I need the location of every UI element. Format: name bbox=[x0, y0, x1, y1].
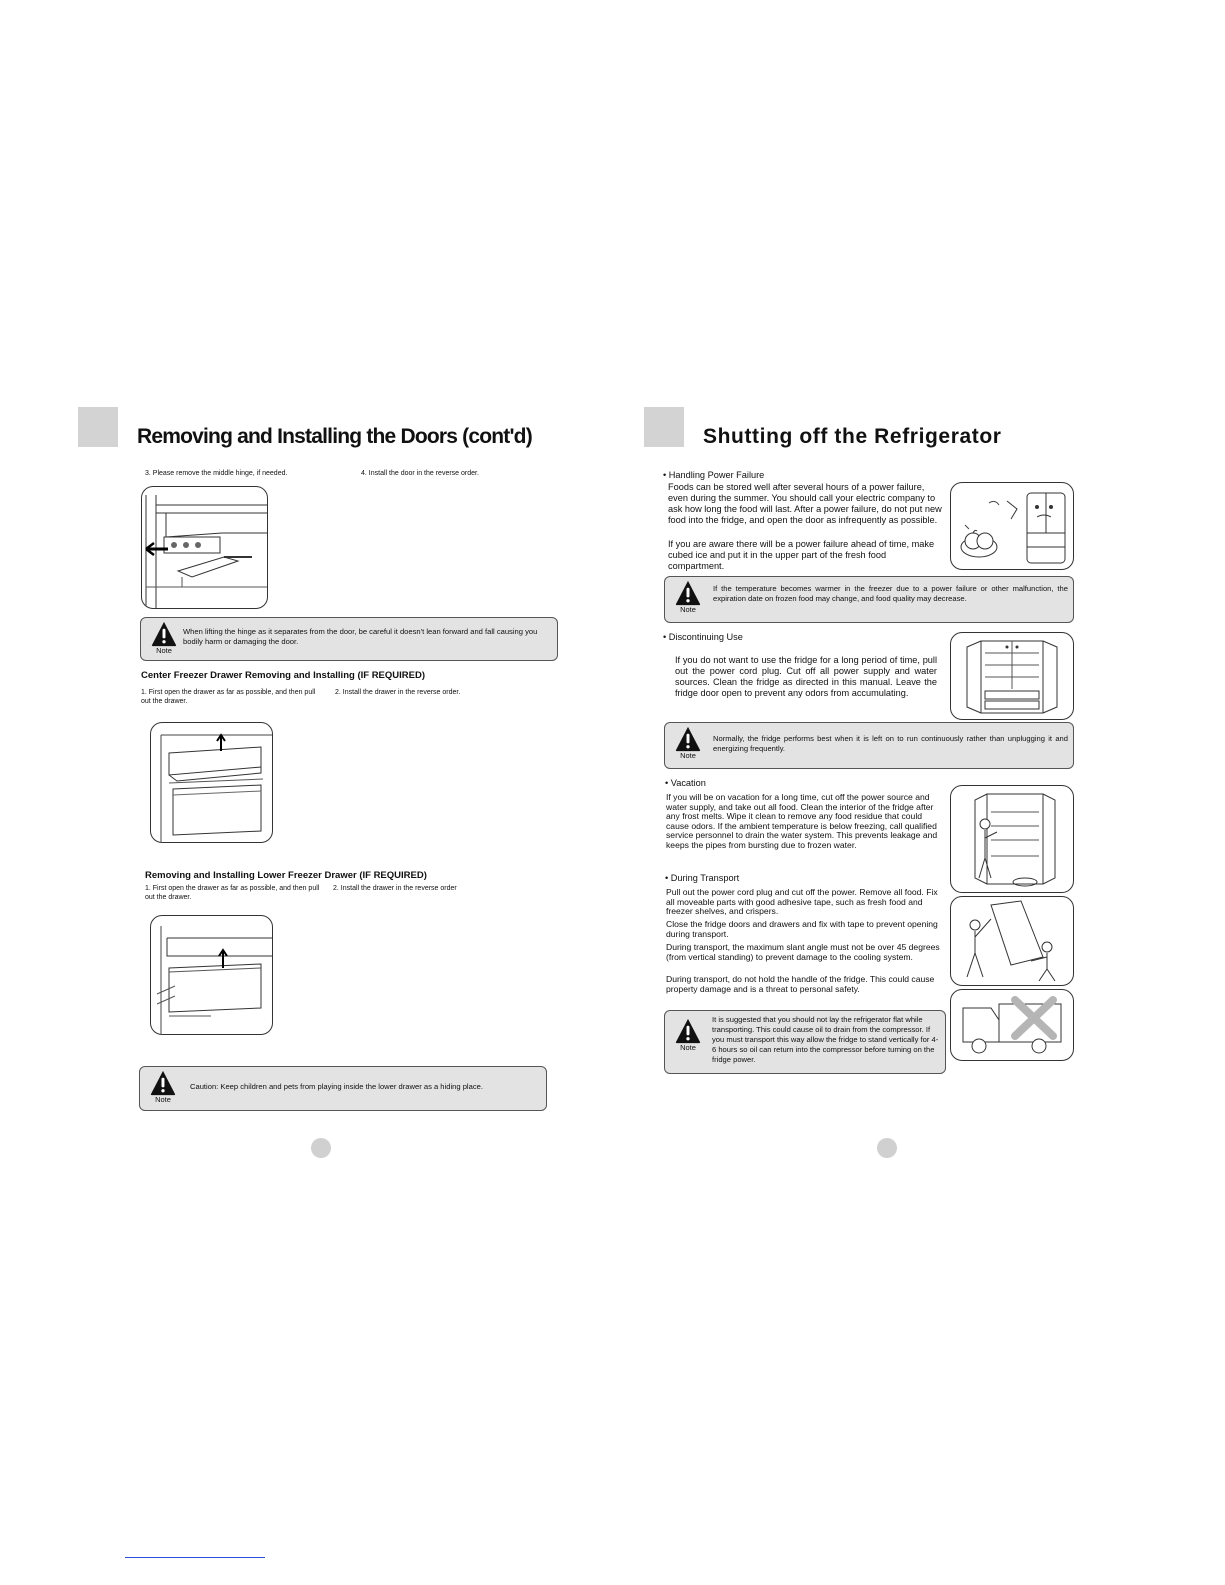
lower-step-2: 2. Install the drawer in the reverse order bbox=[333, 885, 457, 892]
lower-drawer-illustration bbox=[150, 915, 273, 1035]
step-4-text: 4. Install the door in the reverse order. bbox=[361, 470, 479, 477]
carrying-fridge-illustration bbox=[950, 896, 1074, 986]
discontinuing-text: If you do not want to use the fridge for a long period of time, pull out the power cord plug. Cut off all power supply and water sources. Clean the fridge as directed in this manual. Leave the fridge door open to prevent any odors from accumulating. bbox=[675, 655, 937, 698]
page-number-circle bbox=[311, 1138, 331, 1158]
bottom-link-line bbox=[125, 1557, 265, 1558]
lower-drawer-heading: Removing and Installing Lower Freezer Drawer (IF REQUIRED) bbox=[145, 870, 427, 881]
discontinuing-heading: • Discontinuing Use bbox=[663, 632, 743, 642]
note-label: Note bbox=[680, 605, 696, 614]
note-label: Note bbox=[156, 646, 172, 655]
step-3-text: 3. Please remove the middle hinge, if needed. bbox=[145, 470, 288, 477]
note-label: Note bbox=[680, 751, 696, 760]
transport-text-3: During transport, the maximum slant angle must not be over 45 degrees (from vertical standing) to prevent damage to the cooling system. bbox=[666, 942, 940, 962]
note-text: When lifting the hinge as it separates from the door, be careful it doesn't lean forward and fall causing you bodily harm or damaging the door. bbox=[183, 627, 538, 646]
vacation-heading: • Vacation bbox=[665, 778, 706, 788]
hinge-caution-note bbox=[140, 617, 558, 661]
note-label: Note bbox=[680, 1043, 696, 1052]
warning-icon bbox=[671, 1018, 705, 1052]
warning-icon bbox=[671, 726, 705, 760]
transport-text-4: During transport, do not hold the handle of the fridge. This could cause property damage and is a threat to personal safety. bbox=[666, 974, 935, 994]
page-title: Removing and Installing the Doors (cont'd) bbox=[137, 425, 532, 448]
power-failure-text: Foods can be stored well after several hours of a power failure, even during the summer. You should call your electric company to ask how long the food will last. After a power failure, do not put new food into the fridge, and open the door as infrequently as possible. bbox=[668, 482, 942, 525]
page-title: Shutting off the Refrigerator bbox=[703, 425, 1002, 448]
center-drawer-heading: Center Freezer Drawer Removing and Installing (IF REQUIRED) bbox=[141, 670, 425, 681]
center-step-1: 1. First open the drawer as far as possible, and then pull out the drawer. bbox=[141, 689, 316, 705]
lower-step-1: 1. First open the drawer as far as possible, and then pull out the drawer. bbox=[145, 885, 320, 901]
transport-text-2: Close the fridge doors and drawers and fix with tape to prevent opening during transport. bbox=[666, 919, 938, 939]
note-text: If the temperature becomes warmer in the freezer due to a power failure or other malfunction, the expiration date on frozen food may change, and food quality may decrease. bbox=[713, 584, 1068, 603]
note-text: Caution: Keep children and pets from playing inside the lower drawer as a hiding place. bbox=[190, 1082, 483, 1091]
warning-icon bbox=[147, 621, 181, 655]
open-fridge-illustration bbox=[950, 632, 1074, 720]
children-caution-note bbox=[139, 1066, 547, 1111]
transport-note bbox=[664, 1010, 946, 1074]
vacation-illustration bbox=[950, 785, 1074, 893]
note-label: Note bbox=[155, 1095, 171, 1104]
center-drawer-illustration bbox=[150, 722, 273, 843]
note-text: It is suggested that you should not lay the refrigerator flat while transporting. This could cause oil to drain from the compressor. If you must transport this way allow the fridge to stand vertically for 4-6 hours so oil can return into the compressor before turning on the fridge power. bbox=[712, 1015, 939, 1064]
warning-icon bbox=[146, 1070, 180, 1104]
power-failure-note bbox=[664, 576, 1074, 623]
power-failure-heading: • Handling Power Failure bbox=[663, 470, 765, 480]
transport-heading: • During Transport bbox=[665, 873, 740, 883]
page-number-circle bbox=[877, 1138, 897, 1158]
vacation-text: If you will be on vacation for a long time, cut off the power source and water supply, and take out all food. Clean the interior of the fridge after any frost melts. Wipe it clean to remove any food residue that could cause odors. If the ambient temperature is below freezing, call qualified service personnel to drain the water system. This prevents leakage and keeps the pipes from bursting due to frozen water. bbox=[666, 792, 938, 850]
section-tab-square bbox=[644, 407, 684, 447]
center-step-2: 2. Install the drawer in the reverse order. bbox=[335, 689, 461, 696]
middle-hinge-illustration bbox=[141, 486, 268, 609]
note-text: Normally, the fridge performs best when it is left on to run continuously rather than unplugging it and energizing frequently. bbox=[713, 734, 1068, 753]
transport-text-1: Pull out the power cord plug and cut off the power. Remove all food. Fix all moveable parts with good adhesive tape, such as fresh food and freezer shelves, and crispers. bbox=[666, 887, 938, 917]
power-failure-text-2: If you are aware there will be a power failure ahead of time, make cubed ice and put it in the upper part of the fresh food compartment. bbox=[668, 539, 935, 571]
warning-icon bbox=[671, 580, 705, 614]
power-failure-illustration bbox=[950, 482, 1074, 570]
section-tab-square bbox=[78, 407, 118, 447]
truck-do-not-lay-flat-illustration bbox=[950, 989, 1074, 1061]
discontinuing-note bbox=[664, 722, 1074, 769]
